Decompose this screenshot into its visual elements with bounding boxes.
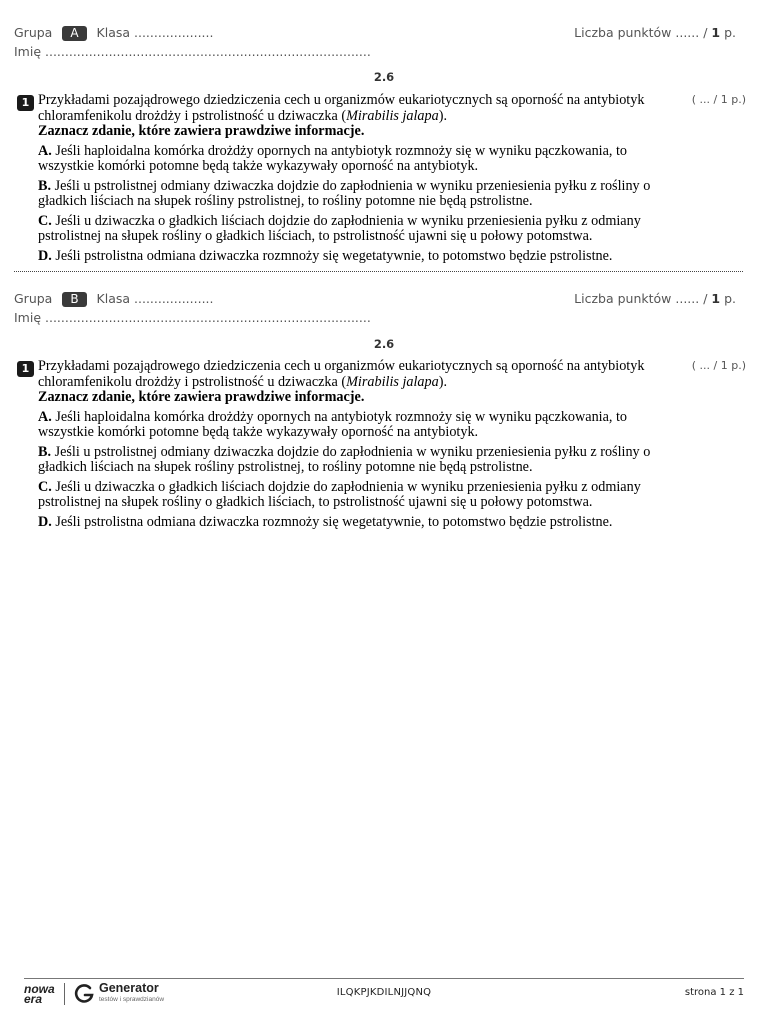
section-number: 2.6 <box>373 70 395 84</box>
points-label: Liczba punktów ...... / <box>574 291 708 306</box>
group-badge: B <box>62 292 86 307</box>
task-b <box>17 359 657 530</box>
option-d[interactable]: D. Jeśli pstrolistna odmiana dziwaczka rozmnoży się wegetatywnie, to potomstwo będzie pstrolistne. <box>38 247 613 264</box>
task-number-badge: 1 <box>17 95 34 111</box>
page-number: strona 1 z 1 <box>684 987 744 998</box>
option-b[interactable]: B. Jeśli u pstrolistnej odmiany dziwaczka dojdzie do zapłodnienia w wyniku przeniesienia pyłku z rośliny o gładkich liściach na słupek rośliny pstrolistnej, to rośliny potomne nie będą pstrolistne. <box>38 177 651 209</box>
section-a-header <box>14 25 736 41</box>
points-label: Liczba punktów ...... / <box>574 25 708 40</box>
task-intro: Przykładami pozajądrowego dziedziczenia cech u organizmów eukariotycznych są oporność na antybiotyk chloramfenikolu drożdży i pstrolistność u dziwaczka (Mirabilis jalapa). <box>38 92 645 124</box>
name-field-label: Imię .................................................................................. <box>14 310 371 325</box>
task-points: ( ... / 1 p.) <box>691 359 746 372</box>
nowa-era-logo: nowa era <box>24 982 55 1006</box>
option-b[interactable]: B. Jeśli u pstrolistnej odmiany dziwaczka dojdzie do zapłodnienia w wyniku przeniesienia pyłku z rośliny o gładkich liściach na słupek rośliny pstrolistnej, to rośliny potomne nie będą pstrolistne. <box>38 443 651 475</box>
option-a[interactable]: A. Jeśli haploidalna komórka drożdży opornych na antybiotyk rozmnoży się w wyniku pączkowania, to wszystkie komórki potomne będą także wykazywały oporność na antybiotyk. <box>38 408 628 440</box>
section-divider <box>14 271 743 272</box>
section-b-header <box>14 291 736 307</box>
option-c[interactable]: C. Jeśli u dziwaczka o gładkich liściach dojdzie do zapłodnienia w wyniku przeniesienia pyłku z odmiany pstrolistnej na słupek rośliny o gładkich liściach, to pstrolistność ujawni się u połowy potomstwa. <box>38 478 641 510</box>
option-c[interactable]: C. Jeśli u dziwaczka o gładkich liściach dojdzie do zapłodnienia w wyniku przeniesienia pyłku z odmiany pstrolistnej na słupek rośliny o gładkich liściach, to pstrolistność ujawni się u połowy potomstwa. <box>38 212 641 244</box>
task-intro: Przykładami pozajądrowego dziedziczenia cech u organizmów eukariotycznych są oporność na antybiotyk chloramfenikolu drożdży i pstrolistność u dziwaczka (Mirabilis jalapa). <box>38 358 645 390</box>
group-badge: A <box>62 26 86 41</box>
points-total: 1 <box>711 25 721 40</box>
task-instruction: Zaznacz zdanie, które zawiera prawdziwe informacje. <box>38 123 365 139</box>
task-instruction: Zaznacz zdanie, które zawiera prawdziwe informacje. <box>38 389 365 405</box>
class-label: Klasa .................... <box>96 291 214 306</box>
species-name: Mirabilis jalapa <box>346 107 439 124</box>
task-number-badge: 1 <box>17 361 34 377</box>
document-code: ILQKPJKDILNJJQNQ <box>336 987 432 998</box>
generator-logo-subtext: testów i sprawdzianów <box>99 996 165 1003</box>
task-points: ( ... / 1 p.) <box>691 93 746 106</box>
option-d[interactable]: D. Jeśli pstrolistna odmiana dziwaczka rozmnoży się wegetatywnie, to potomstwo będzie pstrolistne. <box>38 513 613 530</box>
option-a[interactable]: A. Jeśli haploidalna komórka drożdży opornych na antybiotyk rozmnoży się w wyniku pączkowania, to wszystkie komórki potomne będą także wykazywały oporność na antybiotyk. <box>38 142 628 174</box>
points-suffix: p. <box>724 291 736 306</box>
section-number: 2.6 <box>373 337 395 351</box>
group-label: Grupa <box>14 25 53 40</box>
footer-divider <box>24 978 744 979</box>
group-label: Grupa <box>14 291 53 306</box>
points-total: 1 <box>711 291 721 306</box>
task-a <box>17 93 657 264</box>
name-field-label: Imię .................................................................................. <box>14 44 371 59</box>
class-label: Klasa .................... <box>96 25 214 40</box>
generator-logo-text: Generator <box>99 981 159 995</box>
species-name: Mirabilis jalapa <box>346 373 439 390</box>
points-suffix: p. <box>724 25 736 40</box>
